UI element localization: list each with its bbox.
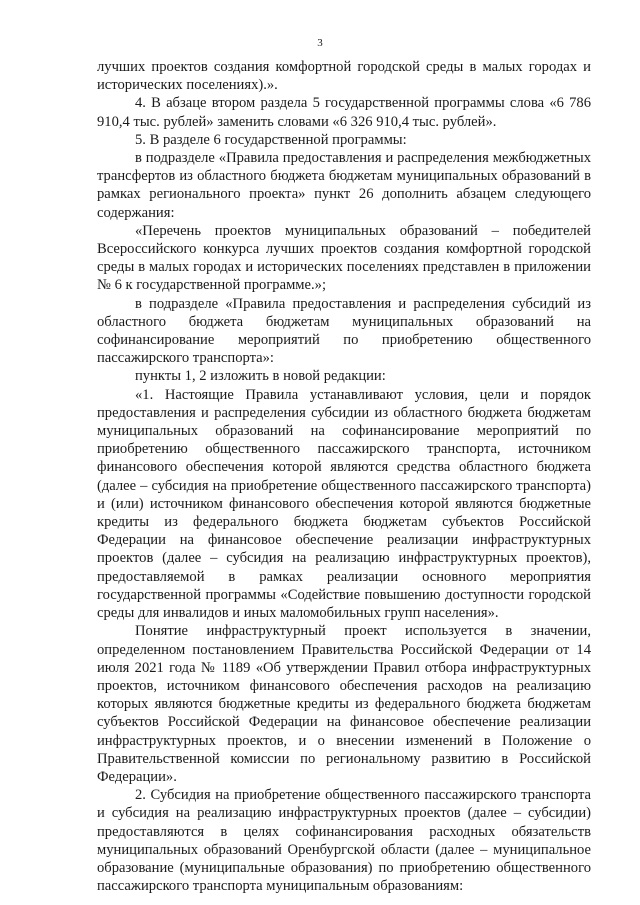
paragraph-infrastructure-definition: Понятие инфраструктурный проект используется в значении, определенном постановлением Правительства Российской Федерации от 14 июля 2021 года № 1189 «Об утверждении Правил отбора инфраструктурных проектов, источником финансового обеспечения расходов на реализацию которых являются бюджетные кредиты из федерального бюджета бюджетам субъектов Российской Федерации на финансовое обеспечение реализации инфраструктурных проектов, и о внесении изменений в Положение о Правительственной комиссии по региональному развитию в Российской Федерации». [97, 623, 591, 785]
paragraph-item-5: 5. В разделе 6 государственной программы: [135, 131, 407, 148]
paragraph-subsection-intertransfers: в подразделе «Правила предоставления и распределения межбюджетных трансфертов из областного бюджета бюджетам муниципальных образований в рамках регионального проекта» пункт 26 дополнить абзацем следующего содержания: [97, 150, 591, 221]
paragraph-rule-2: 2. Субсидия на приобретение общественного пассажирского транспорта и субсидия на реализацию инфраструктурных проектов (далее – субсидии) предоставляются в целях софинансирования расходных обязательств муниципальных образований Оренбургской области (далее – муниципальное образование (муниципальные образования) по приобретению общественного пассажирского транспорта муниципальным образованиям: [97, 787, 591, 895]
document-body [97, 58, 591, 895]
paragraph-quote-project-list: «Перечень проектов муниципальных образований – победителей Всероссийского конкурса лучших проектов создания комфортной городской среды в малых городах и исторических поселениях представлен в приложении № 6 к государственной программе.»; [97, 222, 591, 294]
paragraph-subsection-subsidies: в подразделе «Правила предоставления и распределения субсидий из областного бюджета бюджетам муниципальных образований на софинансирование мероприятий по приобретению общественного пассажирского транспорта»: [97, 295, 591, 367]
paragraph-rule-1: «1. Настоящие Правила устанавливают условия, цели и порядок предоставления и распределения субсидии из областного бюджета бюджетам муниципальных образований на софинансирование мероприятий по приобретению общественного пассажирского транспорта, источником финансового обеспечения которой являются средства областного бюджета (далее – субсидия на приобретение общественного пассажирского транспорта) и (или) источником финансового обеспечения которой являются бюджетные кредиты из федерального бюджета бюджетам субъектов Российской Федерации на финансовое обеспечение реализации инфраструктурных проектов (далее – субсидия на реализацию инфраструктурных проектов), предоставляемой в рамках реализации основного мероприятия государственной программы «Содействие повышению доступности городской среды для инвалидов и иных маломобильных групп населения». [97, 386, 591, 622]
paragraph-points-new-edition: пункты 1, 2 изложить в новой редакции: [135, 368, 386, 385]
page-number: 3 [317, 37, 323, 49]
paragraph-continuation: лучших проектов создания комфортной городской среды в малых городах и исторических поселениях).». [97, 59, 591, 94]
paragraph-item-4: 4. В абзаце втором раздела 5 государственной программы слова «6 786 910,4 тыс. рублей» заменить словами «6 326 910,4 тыс. рублей». [97, 95, 591, 130]
